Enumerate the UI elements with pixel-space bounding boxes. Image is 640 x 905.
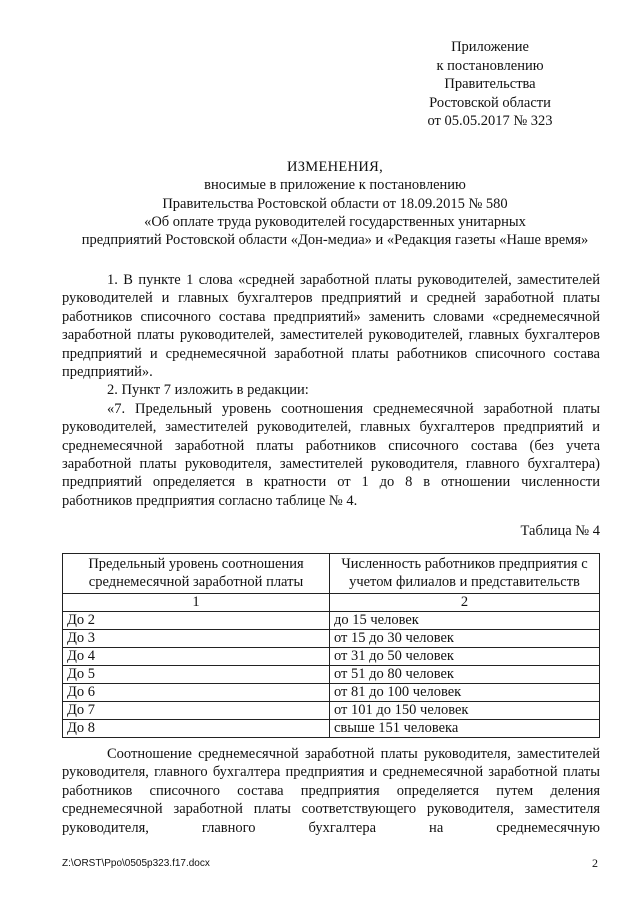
paragraph-3: «7. Предельный уровень соотношения среднемесячной заработной платы руководителей, заместителей руководителей, главных бухгалтеров предприятий и среднемесячной заработной платы работников списочного состава (без учета заработной платы руководителя, заместителей руководителя, главного бухгалтера) предприятий определяется в кратности от 1 до 8 в отношении численности работников предприятия согласно таблице № 4. xyxy=(62,400,600,509)
header-cell-count: Численность работников предприятия с учетом филиалов и представительств xyxy=(330,554,600,594)
table-4 xyxy=(62,553,600,738)
count-cell: от 81 до 100 человек xyxy=(330,684,600,702)
count-cell: свыше 151 человека xyxy=(330,720,600,738)
level-cell: До 6 xyxy=(63,684,330,702)
document-body xyxy=(62,271,600,510)
title-heading: ИЗМЕНЕНИЯ, xyxy=(286,159,384,175)
table-row xyxy=(63,702,600,720)
appendix-line: Ростовской области xyxy=(429,94,551,111)
table-row xyxy=(63,684,600,702)
level-cell: До 4 xyxy=(63,648,330,666)
title-line: Правительства Ростовской области от 18.09.2015 № 580 xyxy=(162,195,508,212)
table-number-row xyxy=(63,594,600,612)
title-line: «Об оплате труда руководителей государственных унитарных xyxy=(144,213,526,230)
column-number: 1 xyxy=(63,594,330,612)
table-row xyxy=(63,648,600,666)
table-header-row xyxy=(63,554,600,594)
appendix-line: к постановлению xyxy=(436,57,544,74)
level-cell: До 3 xyxy=(63,630,330,648)
count-cell: от 51 до 80 человек xyxy=(330,666,600,684)
paragraph-2: 2. Пункт 7 изложить в редакции: xyxy=(107,382,309,399)
count-cell: до 15 человек xyxy=(330,612,600,630)
table-row xyxy=(63,666,600,684)
title-line: предприятий Ростовской области «Дон-медиа» и «Редакция газеты «Наше время» xyxy=(81,232,589,249)
table-row xyxy=(63,612,600,630)
column-number: 2 xyxy=(330,594,600,612)
bottom-text xyxy=(62,745,600,837)
table-row xyxy=(63,630,600,648)
level-cell: До 2 xyxy=(63,612,330,630)
level-cell: До 7 xyxy=(63,702,330,720)
title-line: вносимые в приложение к постановлению xyxy=(204,177,466,194)
level-cell: До 5 xyxy=(63,666,330,684)
table-row xyxy=(63,720,600,738)
appendix-line: Правительства xyxy=(444,76,536,92)
header-cell-level: Предельный уровень соотношения среднемесячной заработной платы xyxy=(63,554,330,594)
level-cell: До 8 xyxy=(63,720,330,738)
table-label: Таблица № 4 xyxy=(520,523,600,539)
footer-file-path: Z:\ORST\Ppo\0505p323.f17.docx xyxy=(62,858,210,869)
count-cell: от 101 до 150 человек xyxy=(330,702,600,720)
document-title xyxy=(60,158,610,249)
page-number: 2 xyxy=(592,856,598,870)
count-cell: от 31 до 50 человек xyxy=(330,648,600,666)
appendix-block xyxy=(380,38,600,131)
paragraph-ratio: Соотношение среднемесячной заработной платы руководителя, заместителей руководителя, главного бухгалтера предприятия и среднемесячной заработной платы работников списочного состава предприятия определяется путем деления среднемесячной заработной платы соответствующего руководителя, заместителя руководителя, главного бухгалтера на среднемесячную xyxy=(62,746,600,836)
appendix-line: Приложение xyxy=(451,39,529,55)
paragraph-1: 1. В пункте 1 слова «средней заработной платы руководителей, заместителей руководителей и главных бухгалтеров предприятий и средней заработной платы работников списочного состава предприятий» заменить словами «среднемесячной заработной платы руководителей, заместителей руководителей, главных бухгалтеров предприятий и среднемесячной заработной платы работников списочного состава предприятий». xyxy=(62,272,600,381)
appendix-line: от 05.05.2017 № 323 xyxy=(427,113,553,129)
count-cell: от 15 до 30 человек xyxy=(330,630,600,648)
